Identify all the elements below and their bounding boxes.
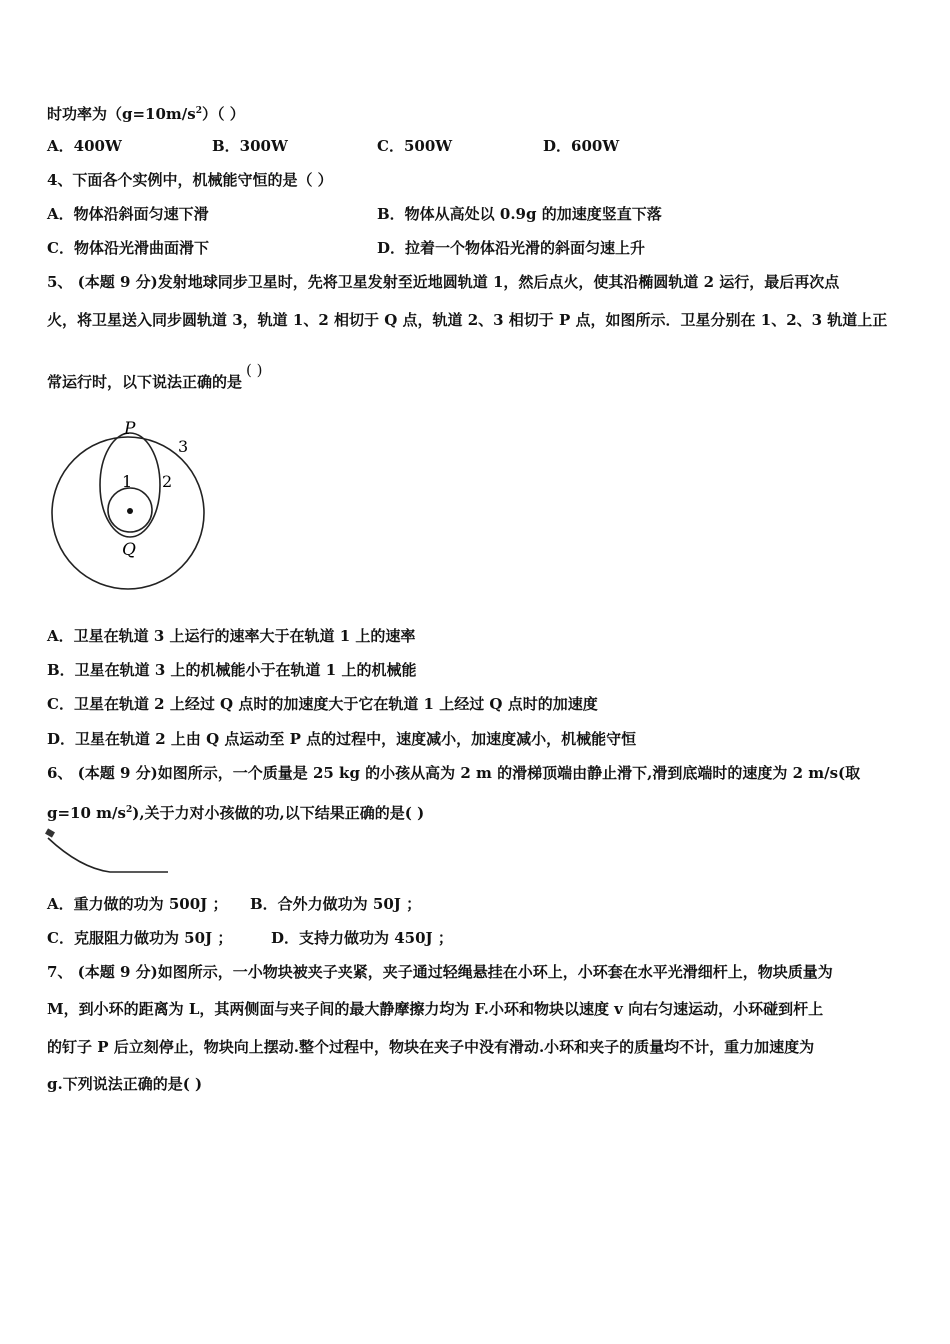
q5-stem-line2: 火，将卫星送入同步圆轨道 3，轨道 1、2 相切于 Q 点，轨道 2、3 相切于 P 点，如图所示．卫星分别在 1、2、3 轨道上正	[47, 311, 888, 329]
q4-option-c: C．物体沿光滑曲面滑下	[47, 239, 209, 257]
label-1: 1	[122, 472, 133, 491]
q4-stem: 4、下面各个实例中，机械能守恒的是（ ）	[47, 171, 333, 189]
earth-center-dot	[127, 508, 133, 514]
q6-option-d: D．支持力做功为 450J ；	[271, 929, 453, 947]
q5-stem-line3: 常运行时，以下说法正确的是( )	[47, 361, 263, 391]
q6-option-b: B．合外力做功为 50J ；	[250, 895, 422, 913]
q3-option-d: D．600W	[543, 137, 620, 155]
q3-option-a: A．400W	[47, 137, 122, 155]
slide-curve	[48, 838, 168, 872]
q5-option-d: D．卫星在轨道 2 上由 Q 点运动至 P 点的过程中，速度减小，加速度减小，机械能守恒	[47, 730, 637, 748]
q4-option-d: D．拉着一个物体沿光滑的斜面匀速上升	[377, 239, 646, 257]
q4-option-a: A．物体沿斜面匀速下滑	[47, 205, 209, 223]
q3-option-c: C．500W	[377, 137, 453, 155]
q3-tail-line: 时功率为$(g=10m/s^2)$（ ）	[47, 105, 245, 123]
q7-stem-line3: 的钉子 P 后立刻停止，物块向上摆动.整个过程中，物块在夹子中没有滑动.小环和夹子的质量均不计，重力加速度为	[47, 1038, 815, 1056]
q3-option-b: B．300W	[212, 137, 288, 155]
label-p: P	[124, 419, 136, 439]
q5-option-b: B．卫星在轨道 3 上的机械能小于在轨道 1 上的机械能	[47, 661, 417, 679]
q5-stem-line1: 5、 (本题 9 分)发射地球同步卫星时，先将卫星发射至近地圆轨道 1，然后点火，使其沿椭圆轨道 2 运行，最后再次点	[47, 273, 840, 291]
orbit-diagram	[40, 410, 220, 590]
q6-option-c: C．克服阻力做功为 50J ；	[47, 929, 233, 947]
q5-option-c: C．卫星在轨道 2 上经过 Q 点时的加速度大于它在轨道 1 上经过 Q 点时的加速度	[47, 695, 598, 713]
answer-paren: ( )	[246, 361, 263, 379]
q5-option-a: A．卫星在轨道 3 上运行的速率大于在轨道 1 上的速率	[47, 627, 416, 645]
q7-stem-line1: 7、 (本题 9 分)如图所示，一小物块被夹子夹紧，夹子通过轻绳悬挂在小环上，小环套在水平光滑细杆上，物块质量为	[47, 963, 833, 981]
q6-option-a: A．重力做的功为 500J ；	[47, 895, 228, 913]
label-2: 2	[162, 472, 173, 491]
q4-option-b: B．物体从高处以 0.9g 的加速度竖直下落	[377, 205, 662, 223]
child-block	[45, 828, 55, 837]
slide-diagram	[40, 826, 180, 878]
q6-stem-line2: g=10 $m/s^2$),关于力对小孩做的功,以下结果正确的是( )	[47, 804, 425, 822]
q7-stem-line4: g.下列说法正确的是( )	[47, 1075, 203, 1093]
q7-stem-line2: M，到小环的距离为 L，其两侧面与夹子间的最大静摩擦力均为 F.小环和物块以速度 v 向右匀速运动，小环碰到杆上	[47, 1000, 824, 1018]
q6-stem-line1: 6、 (本题 9 分)如图所示，一个质量是 25 kg 的小孩从高为 2 m 的滑梯顶端由静止滑下,滑到底端时的速度为 2 m/s(取	[47, 764, 861, 782]
label-3: 3	[178, 437, 189, 456]
label-q: Q	[122, 540, 136, 560]
